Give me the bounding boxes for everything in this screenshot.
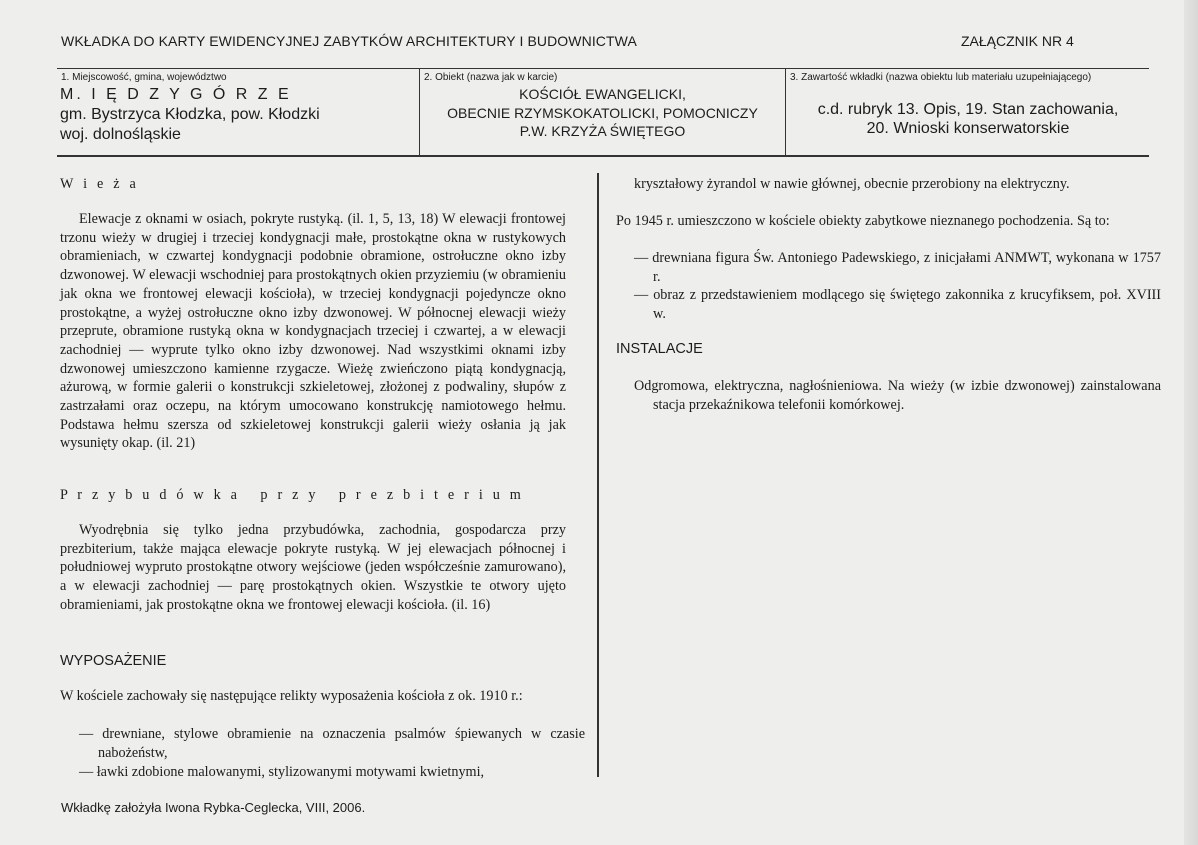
object-line-3: P.W. KRZYŻA ŚWIĘTEGO	[519, 123, 686, 139]
equipment-intro: W kościele zachowały się następujące relikty wyposażenia kościoła z ok. 1910 r.:	[60, 688, 523, 704]
scan-edge	[1184, 0, 1198, 845]
contents-line-1: c.d. rubryk 13. Opis, 19. Stan zachowania,	[817, 101, 1119, 118]
post1945-item: — obraz z przedstawieniem modlącego się świętego zakonnika z krucyfiksem, poł. XVIII w.	[634, 287, 1161, 322]
commune: gm. Bystrzyca Kłodzka, pow. Kłodzki	[60, 106, 320, 123]
footer-author: Wkładkę założyła Iwona Rybka-Ceglecka, VIII, 2006.	[61, 800, 366, 815]
header-boxes	[57, 68, 1149, 157]
equipment-item: — drewniane, stylowe obramienie na oznaczenia psalmów śpiewanych w czasie nabożeństw,	[79, 726, 585, 761]
equipment-item: — ławki zdobione malowanymi, stylizowanymi motywami kwietnymi,	[79, 764, 485, 780]
tower-text: Elewacje z oknami w osiach, pokryte rustyką. (il. 1, 5, 13, 18) W elewacji frontowej trzonu wieży w drugiej i trzeciej kondygnacji małe, prostokątne okna w rustykowych obramieniach, w czwartej kondygnacji podobnie obramione, ostrołuczne okno izby dzwonowej. W elewacji wschodniej para prostokątnych okien przyziemiu (w obramieniu jak okna we frontowej elewacji kościoła), w trzeciej kondygnacji pojedyncze okno prostokątne, a wyżej ostrołuczne okno izby dzwonowej. W północnej elewacji wieży przeprute, obramione rustyką okna w kondygnacjach trzeciej i czwartej, a w elewacji zachodniej — wyprute tylko okno izby dzwonowej. Nad wszystkimi oknami izby dzwonowej umieszczono kamienne rzygacze. Wieżę zwieńczono piątą kondygnacją, ażurową, w formie galerii o konstrukcji szkieletowej, złożonej z podwaliny, słupów z zastrzałami oraz oczepu, na którym umocowano konstrukcję namiotowego hełmu. Podstawa hełmu szersza od szkieletowej konstrukcji galerii wieży osłania ją jak wysunięty okap. (il. 21)	[60, 211, 566, 452]
contents-box	[785, 69, 1150, 155]
annex-text: Wyodrębnia się tylko jedna przybudówka, zachodnia, gospodarcza przy prezbiterium, także mająca elewacje pokryte rustyką. W jej elewacjach północnej i południowej wypruto prostokątne otwory wejściowe (jeden współcześnie zamurowano), a w elewacji zachodniej — parę prostokątnych okien. Wszystkie te otwory ujęto obramieniami, jak prostokątne okna we frontowej elewacji kościoła. (il. 16)	[60, 522, 566, 613]
object-line-2: OBECNIE RZYMSKOKATOLICKI, POMOCNICZY	[447, 105, 758, 121]
annex-heading: P r z y b u d ó w k a p r z y p r e z b i t e r i u m	[60, 487, 524, 503]
place-name: M. I Ę D Z Y G Ó R Z E	[60, 86, 292, 103]
post1945-intro: Po 1945 r. umieszczono w kościele obiekty zabytkowe nieznanego pochodzenia. Są to:	[616, 213, 1110, 229]
object-label: 2. Obiekt (nazwa jak w karcie)	[424, 72, 558, 83]
contents-line-2: 20. Wnioski konserwatorskie	[866, 120, 1070, 137]
post1945-item: — drewniana figura Św. Antoniego Padewskiego, z inicjałami ANMWT, wykonana w 1757 r.	[634, 250, 1161, 285]
install-heading: INSTALACJE	[616, 341, 703, 357]
install-text: Odgromowa, elektryczna, nagłośnieniowa. Na wieży (w izbie dzwonowej) zainstalowana stacja przekaźnikowa telefonii komórkowej.	[634, 378, 1161, 413]
object-box	[419, 69, 785, 155]
annex-number: ZAŁĄCZNIK NR 4	[961, 33, 1074, 49]
equipment-heading: WYPOSAŻENIE	[60, 653, 167, 669]
location-box	[57, 69, 418, 155]
voivodeship: woj. dolnośląskie	[60, 126, 181, 143]
continuation-text: kryształowy żyrandol w nawie głównej, obecnie przerobiony na elektryczny.	[634, 176, 1070, 192]
tower-heading: W i e ż a	[60, 176, 139, 192]
document-title: WKŁADKA DO KARTY EWIDENCYJNEJ ZABYTKÓW ARCHITEKTURY I BUDOWNICTWA	[61, 33, 637, 49]
contents-label: 3. Zawartość wkładki (nazwa obiektu lub materiału uzupełniającego)	[790, 72, 1092, 83]
column-divider	[597, 173, 599, 777]
object-line-1: KOŚCIÓŁ EWANGELICKI,	[519, 86, 686, 102]
location-label: 1. Miejscowość, gmina, województwo	[61, 72, 227, 83]
